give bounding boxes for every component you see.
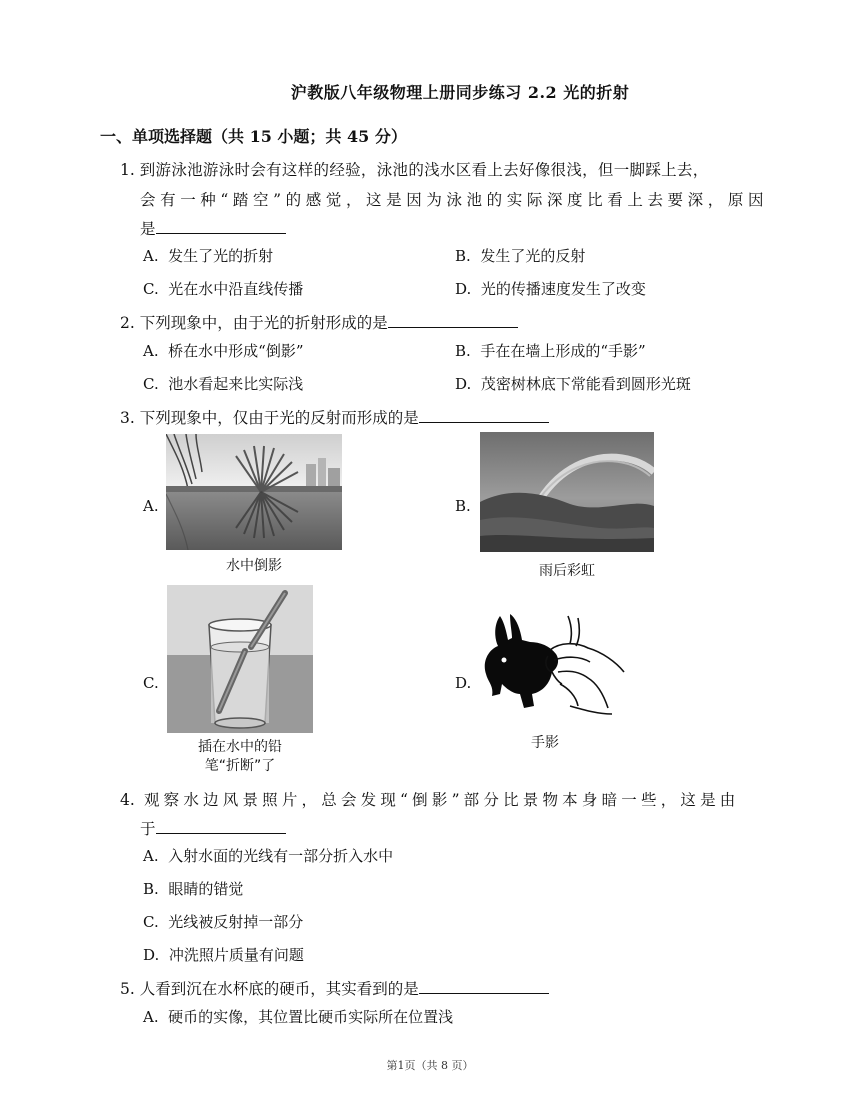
question-text-line: 于 (140, 820, 156, 838)
question-text-line: 下列现象中，由于光的折射形成的是 (139, 314, 388, 332)
question-text-line: 会有一种“踏空”的感觉，这是因为泳池的实际深度比看上去要深，原因 (140, 191, 769, 209)
image-caption: 雨后彩虹 (539, 563, 595, 579)
option-b[interactable]: B. 发生了光的反射 (455, 247, 586, 265)
option-c[interactable]: C. 光在水中沿直线传播 (143, 280, 304, 298)
question-text-line: 是 (140, 220, 156, 238)
reflection-in-water-photo[interactable] (166, 434, 342, 550)
question-number: 4. (120, 791, 135, 809)
option-d-letter[interactable]: D. (455, 674, 472, 692)
page-title: 沪教版八年级物理上册同步练习 2.2 光的折射 (290, 83, 630, 102)
answer-blank[interactable] (156, 219, 286, 234)
answer-blank[interactable] (388, 313, 518, 328)
option-d[interactable]: D. 茂密树林底下常能看到圆形光斑 (455, 375, 691, 393)
image-caption: 手影 (531, 735, 559, 751)
question-text-line: 人看到沉在水杯底的硬币，其实看到的是 (139, 980, 419, 998)
page-footer: 第1页（共 8 页） (386, 1059, 474, 1072)
image-caption: 水中倒影 (226, 558, 282, 574)
option-b[interactable]: B. 手在在墙上形成的“手影” (455, 342, 646, 360)
question-text-line: 下列现象中，仅由于光的反射而形成的是 (139, 409, 419, 427)
question-number: 2. (120, 314, 135, 332)
section-heading: 一、单项选择题（共 15 小题；共 45 分） (100, 127, 407, 146)
answer-blank[interactable] (156, 819, 286, 834)
option-a[interactable]: A. 入射水面的光线有一部分折入水中 (143, 847, 394, 865)
question-text-line: 观察水边风景照片，总会发现“倒影”部分比景物本身暗一些，这是由 (143, 791, 740, 809)
option-c[interactable]: C. 光线被反射掉一部分 (143, 913, 304, 931)
option-b[interactable]: B. 眼睛的错觉 (143, 880, 244, 898)
option-d[interactable]: D. 冲洗照片质量有问题 (143, 946, 304, 964)
option-a[interactable]: A. 桥在水中形成“倒影” (143, 342, 304, 360)
option-a[interactable]: A. 发生了光的折射 (143, 247, 274, 265)
question-text-line: 到游泳池游泳时会有这样的经验，泳池的浅水区看上去好像很浅，但一脚踩上去， (139, 161, 709, 179)
question-number: 1. (120, 161, 135, 179)
hand-shadow-rabbit-photo[interactable] (480, 610, 630, 720)
option-c[interactable]: C. 池水看起来比实际浅 (143, 375, 304, 393)
image-caption: 插在水中的铅 笔“折断”了 (198, 739, 282, 774)
option-b-letter[interactable]: B. (455, 497, 471, 515)
option-a-letter[interactable]: A. (143, 497, 159, 515)
option-d[interactable]: D. 光的传播速度发生了改变 (455, 280, 646, 298)
option-c-letter[interactable]: C. (143, 674, 159, 692)
question-number: 3. (120, 409, 135, 427)
pencil-in-water-photo[interactable] (167, 585, 313, 733)
option-a[interactable]: A. 硬币的实像，其位置比硬币实际所在位置浅 (143, 1008, 454, 1026)
rainbow-photo[interactable] (480, 432, 654, 552)
answer-blank[interactable] (419, 408, 549, 423)
answer-blank[interactable] (419, 979, 549, 994)
question-number: 5. (120, 980, 135, 998)
